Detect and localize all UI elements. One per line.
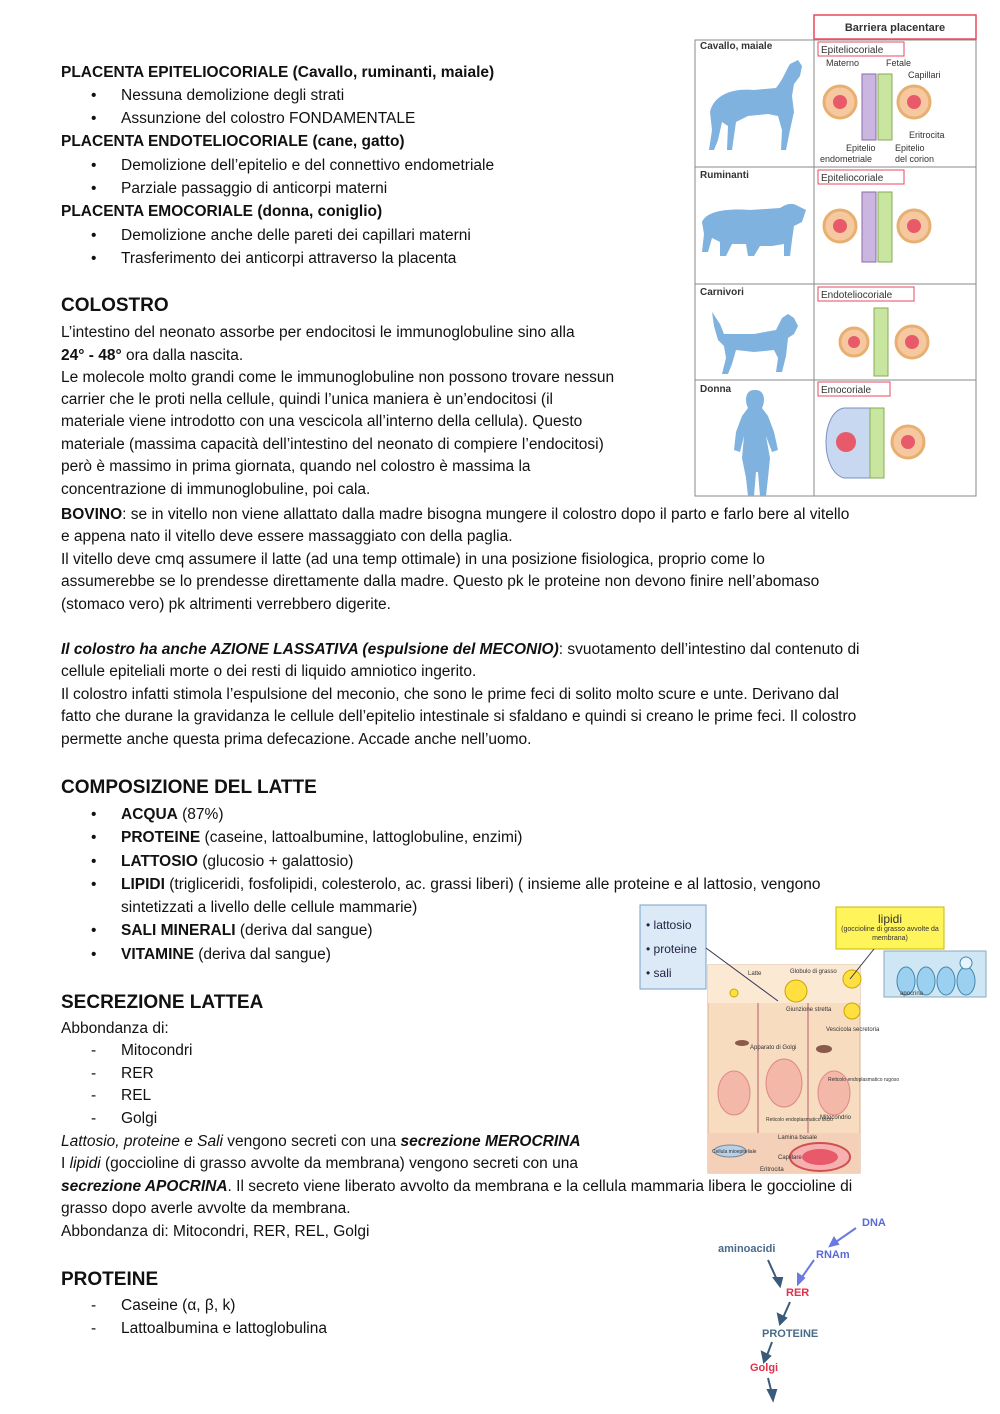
list-item: • Trasferimento dei anticorpi attraverso la placenta [121,248,456,270]
paragraph-line: Il vitello deve cmq assumere il latte (ad una temp ottimale) in una posizione fisiologica, proprio come lo [61,551,765,568]
list-item: • Demolizione anche delle pareti dei capillari materni [121,225,471,247]
lipidi-title: lipidi [877,912,903,926]
bold-italic-text: secrezione MEROCRINA [400,1133,581,1150]
composizione-heading: COMPOSIZIONE DEL LATTE [61,777,317,798]
fetale-label: Fetale [886,58,912,68]
paragraph-line: materiale viene introdotto con una vescicola all’interno della cellula). Questo [61,413,583,430]
barriera-placentare-label: Barriera placentare [844,22,946,34]
paragraph-line: permette anche questa prima defecazione. Accade anche nell’uomo. [61,731,532,748]
bold-text: 24° - 48° [61,347,122,364]
bold-italic-text: Il colostro ha anche AZIONE LASSATIVA (espulsione del MECONIO) [61,641,559,658]
row-animal-label: Cavallo, maiale [700,41,773,52]
proteine-heading: PROTEINE [61,1269,159,1290]
sali-label: • sali [646,966,672,980]
paragraph-line: Abbondanza di: Mitocondri, RER, REL, Golgi [61,1223,370,1240]
list-item: • VITAMINE (deriva dal sangue) [121,944,331,966]
lamina-label: Lamina basale [778,1135,818,1141]
placenta-type-label: Endoteliocoriale [821,290,893,301]
placenta-epiteliocoriale-title: PLACENTA EPITELIOCORIALE (Cavallo, ruminanti, maiale) [61,64,495,81]
placenta-emocoriale-title: PLACENTA EMOCORIALE (donna, coniglio) [61,203,383,220]
list-item: • Assunzione del colostro FONDAMENTALE [121,108,415,130]
placenta-type-label: Epiteliocoriale [821,45,884,56]
dna-label: DNA [862,1217,886,1229]
giunzione-label: Giunzione stretta [786,1007,832,1013]
list-item: • LATTOSIO (glucosio + galattosio) [121,851,353,873]
list-item: • LIPIDI (trigliceridi, fosfolipidi, colesterolo, ac. grassi liberi) ( insieme alle proteine e al lattosio, vengono [121,874,821,896]
placenta-type-label: Epiteliocoriale [821,173,884,184]
latte-label: Latte [748,971,762,977]
italic-text: Lattosio, proteine e Sali [61,1133,223,1150]
paragraph-line: L’intestino del neonato assorbe per endocitosi le immunoglobuline sino alla [61,324,575,341]
paragraph-line: Abbondanza di: [61,1020,169,1037]
list-item: • PROTEINE (caseine, lattoalbumine, lattoglobuline, enzimi) [121,827,522,849]
rer-label: Reticolo endoplasmatico rugoso [828,1077,900,1083]
paragraph-line: e appena nato il vitello deve essere massaggiato con della paglia. [61,528,513,545]
row-animal-label: Donna [700,384,732,395]
list-item-continuation: sintetizzati a livello delle cellule mammarie) [121,899,418,916]
paragraph-line: assumerebbe se lo prendesse direttamente dalla madre. Questo pk le proteine non devono finire nell’abomaso [61,573,820,590]
proteine-label: • proteine [646,942,697,956]
list-item: • Nessuna demolizione degli strati [121,85,344,107]
paragraph-line: concentrazione di immunoglobuline, poi cala. [61,481,371,498]
placenta-endoteliocoriale-title: PLACENTA ENDOTELIOCORIALE (cane, gatto) [61,133,405,150]
placenta-figure [694,12,978,498]
mammary-figure [638,903,988,1175]
capillare-label: Capillare [778,1155,802,1161]
proteine-flow-label: PROTEINE [762,1328,819,1340]
mitocondrio-label: Mitocondrio [820,1115,852,1121]
capillari-label: Capillari [908,70,941,80]
eritrocita-label: Eritrocita [760,1167,784,1173]
colostro-heading: COLOSTRO [61,295,169,316]
eritrocita-label: Eritrocita [909,130,945,140]
paragraph-line: I lipidi (goccioline di grasso avvolte da membrana) vengono secreti con una [61,1155,578,1172]
paragraph-line: materiale (massima capacità dell’intestino del neonato di compiere l’endocitosi) [61,436,604,453]
nucleus [718,1071,750,1115]
golgi-flow-label: Golgi [750,1362,779,1374]
list-item: - Golgi [121,1108,157,1130]
text: ora dalla nascita. [121,347,244,364]
paragraph-line: secrezione APOCRINA. Il secreto viene liberato avvolto da membrana e la cellula mammaria libera le goccioline di [61,1178,853,1195]
row-animal-label: Carnivori [700,287,744,298]
placenta-diagram [694,12,978,498]
paragraph-line: Il colostro infatti stimola l’espulsione del meconio, che sono le prime feci di solito molto scure e unte. Derivano dal [61,686,839,703]
list-item: - Lattoalbumina e lattoglobulina [121,1318,327,1340]
bold-text: BOVINO [61,506,123,523]
paragraph-line: (stomaco vero) pk altrimenti verrebbero digerite. [61,596,391,613]
list-item: - Caseine (α, β, k) [121,1295,235,1317]
list-item: • ACQUA (87%) [121,804,224,826]
paragraph-line: Le molecole molto grandi come le immunoglobuline non possono trovare nessun [61,369,615,386]
apocrina-label: apocrina [900,991,924,997]
paragraph-line: grasso dopo averle avvolte da membrana. [61,1200,351,1217]
lipidi-subtitle: (goccioline di grasso avvolte da membrana) [841,926,939,942]
list-item: • SALI MINERALI (deriva dal sangue) [121,920,373,942]
paragraph-line [61,345,243,367]
row-animal-label: Ruminanti [700,170,749,181]
text: : se in vitello non viene allattato dalla madre bisogna mungere il colostro dopo il parto e farlo bere al vitello [122,506,850,523]
list-item: - RER [121,1063,154,1085]
bold-italic-text: secrezione APOCRINA [61,1178,228,1195]
paragraph-line: fatto che durane la gravidanza le cellule dell’epitelio intestinale si sfaldano e quindi si creano le prime feci. Il colostro [61,708,857,725]
rel-label: Reticolo endoplasmatico liscio [766,1117,833,1123]
aminoacidi-label: aminoacidi [718,1243,776,1255]
list-item: - REL [121,1085,151,1107]
list-item: • Demolizione dell’epitelio e del connettivo endometriale [121,155,494,177]
epitelio-endometriale-label: Epitelio endometriale [820,143,876,164]
protein-flow-figure [706,1210,896,1405]
mioepiteliale-label: Cellula mioepiteliale [712,1149,757,1155]
italic-text: lipidi [69,1155,101,1172]
list-item: • Parziale passaggio di anticorpi materni [121,178,387,200]
golgi-label: Apparato di Golgi [750,1045,797,1051]
placenta-type-label: Emocoriale [821,385,872,396]
text: vengono secreti con una [223,1133,401,1150]
paragraph-line: però è massimo in prima giornata, quando nel colostro è massima la [61,458,531,475]
nucleus [766,1059,802,1107]
lattosio-label: • lattosio [646,918,692,932]
secrezione-heading: SECREZIONE LATTEA [61,992,264,1013]
vescicola-label: Vescicola secretoria [826,1027,880,1033]
paragraph-line [61,1131,581,1153]
text: : svuotamento dell’intestino dal contenuto di [558,641,860,658]
list-item: - Mitocondri [121,1040,193,1062]
rnam-label: RNAm [816,1249,850,1261]
paragraph-line [61,504,849,526]
globulo-label: Globulo di grasso [790,969,837,975]
paragraph-line: cellule epiteliali morte o dei resti di liquido amniotico ingerito. [61,663,477,680]
epitelio-corion-label: Epitelio del corion [895,143,935,164]
paragraph-line: carrier che le proti nella cellule, quindi l’unica maniera è un’endocitosi (il [61,391,553,408]
paragraph-line [61,639,860,661]
materno-label: Materno [826,58,860,68]
rer-flow-label: RER [786,1287,810,1299]
